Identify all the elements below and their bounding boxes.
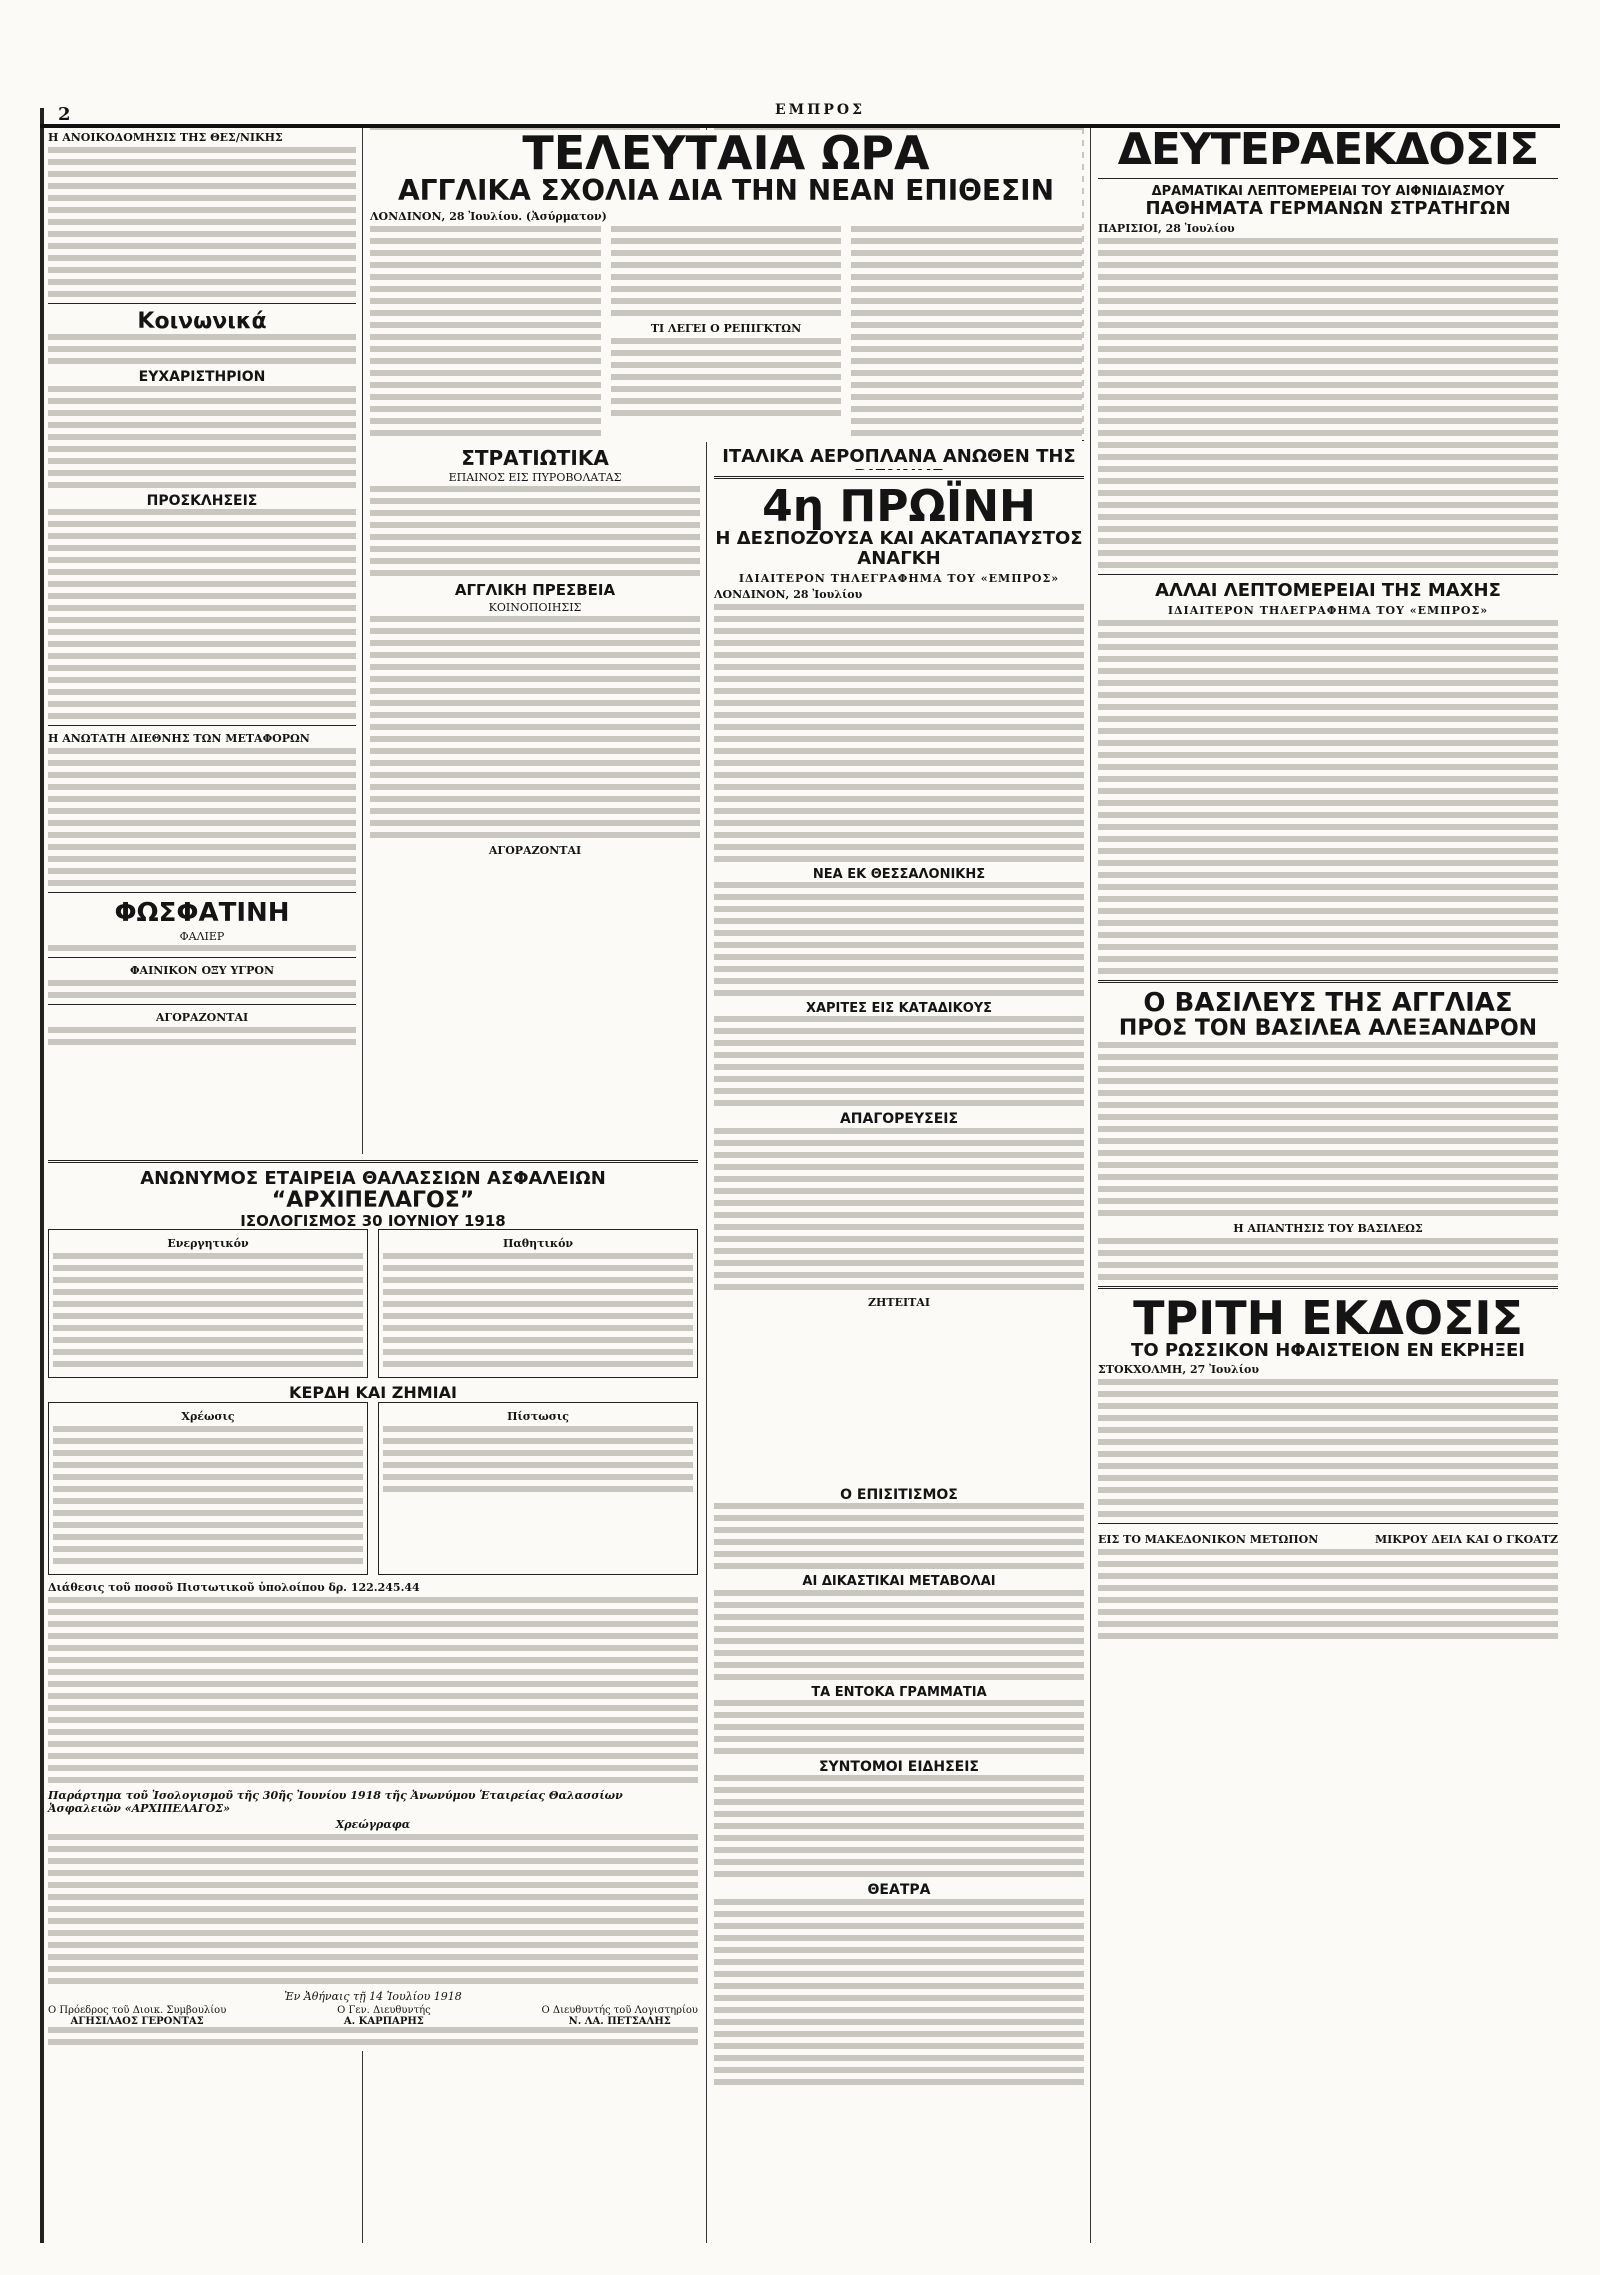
heading-vasilefs: Ο ΒΑΣΙΛΕΥΣ ΤΗΣ ΑΓΓΛΙΑΣ: [1143, 987, 1513, 1018]
headline-proini: 4η ΠΡΩΪΝΗ: [762, 481, 1036, 532]
label-xreosis: Χρέωσις: [181, 1410, 235, 1424]
label-pathitikon: Παθητικόν: [502, 1237, 574, 1251]
ultima-hora-block: [370, 126, 1082, 442]
paris-dateline: ΠΑΡΙΣΙΟΙ, 28 Ἰουλίου: [1098, 222, 1235, 236]
masthead-title: ΕΜΠΡΟΣ: [775, 102, 866, 118]
sig2-name: Α. ΚΑΡΠΑΡΗΣ: [343, 2016, 424, 2028]
heading-kerdi: ΚΕΡΔΗ ΚΑΙ ΖΗΜΙΑΙ: [289, 1383, 457, 1403]
heading-apagoreyseis: ΑΠΑΓΟΡΕΥΣΕΙΣ: [839, 1111, 959, 1128]
headline-agglika-sxolia: ΑΓΓΛΙΚΑ ΣΧΟΛΙΑ ΔΙΑ ΤΗΝ ΝΕΑΝ ΕΠΙΘΕΣΙΝ: [397, 174, 1055, 207]
heading-fosfatini: ΦΩΣΦΑΤΙΝΗ: [114, 897, 290, 928]
heading-paradosis: Παράρτημα τοῦ Ἰσολογισμοῦ τῆς 30ῆς Ἰουνίου 1918 τῆς Ἀνωνύμου Ἑταιρείας Θαλασσίων Ἀσφαλειῶν «ΑΡΧΙΠΕΛΑΓΟΣ»: [48, 1789, 623, 1816]
heading-vasilefs-sub: ΠΡΟΣ ΤΟΝ ΒΑΣΙΛΕΑ ΑΛΕΞΑΝΔΡΟΝ: [1118, 1016, 1538, 1042]
headline-proini-sub: Η ΔΕΣΠΟΖΟΥΣΑ ΚΑΙ ΑΚΑΤΑΠΑΥΣΤΟΣ ΑΝΑΓΚΗ: [715, 528, 1083, 569]
sig1-role: Ο Πρόεδρος τοῦ Διοικ. Συμβουλίου: [48, 2005, 227, 2017]
col3-lower: [714, 1488, 1084, 2091]
page-number: 2: [58, 104, 71, 125]
heading-xreografa: Χρεώγραφα: [335, 1818, 411, 1832]
insurance-block: [48, 1154, 698, 2051]
heading-agorazontai-biblia: ΑΓΟΡΑΖΟΝΤΑΙ: [488, 843, 582, 857]
heading-theatra: ΘΕΑΤΡΑ: [867, 1882, 931, 1899]
heading-episitismos: Ο ΕΠΙΣΙΤΙΣΜΟΣ: [840, 1487, 958, 1503]
heading-koinonika: Κοινωνικά: [137, 309, 267, 334]
heading-proskliseis: ΠΡΟΣΚΛΗΣΕΙΣ: [146, 492, 258, 509]
london-dateline: ΛΟΝΔΙΝΟΝ, 28 Ἰουλίου. (Ἀσύρματον): [370, 209, 607, 223]
heading-pathimata: ΠΑΘΗΜΑΤΑ ΓΕΡΜΑΝΩΝ ΣΤΡΑΤΗΓΩΝ: [1145, 198, 1511, 220]
label-energitikon: Ενεργητικόν: [167, 1237, 249, 1251]
top-bar: [40, 102, 1560, 128]
heading-eucharistirion: ΕΥΧΑΡΙΣΤΗΡΙΟΝ: [138, 369, 266, 386]
fosfatini-brand: ΦΑΛΙΕΡ: [179, 929, 225, 943]
heading-stratiotika: ΣΤΡΑΤΙΩΤΙΚΑ: [461, 446, 609, 470]
heading-repington: ΤΙ ΛΕΓΕΙ Ο ΡΕΠΙΓΚΤΩΝ: [650, 321, 802, 335]
heading-allai: ΑΛΛΑΙ ΛΕΠΤΟΜΕΡΕΙΑΙ ΤΗΣ ΜΑΧΗΣ: [1155, 580, 1501, 602]
insurance-title: ΑΝΩΝΥΜΟΣ ΕΤΑΙΡΕΙΑ ΘΑΛΑΣΣΙΩΝ ΑΣΦΑΛΕΙΩΝ: [140, 1168, 606, 1189]
heading-agorazontai: ΑΓΟΡΑΖΟΝΤΑΙ: [155, 1010, 249, 1024]
heading-makedoniko: ΕΙΣ ΤΟ ΜΑΚΕΔΟΝΙΚΟΝ ΜΕΤΩΠΟΝ: [1098, 1533, 1319, 1547]
sig3-role: Ο Διευθυντής τοῦ Λογιστηρίου: [541, 2005, 698, 2017]
athens-date: Ἐν Ἀθήναις τῇ 14 Ἰουλίου 1918: [284, 1990, 462, 2004]
insurance-name: “ΑΡΧΙΠΕΛΑΓΟΣ”: [271, 1187, 475, 1213]
heading-fainikon: ΦΑΙΝΙΚΟΝ ΟΞΥ ΥΓΡΟΝ: [129, 963, 275, 977]
proini-dateline: ΛΟΝΔΙΝΟΝ, 28 Ἰουλίου: [714, 587, 863, 601]
heading-metafora: Η ΑΝΩΤΑΤΗ ΔΙΕΘΝΗΣ ΤΩΝ ΜΕΤΑΦΟΡΩΝ: [48, 731, 310, 745]
column-4: [1098, 128, 1558, 2243]
heading-syntomoi: ΣΥΝΤΟΜΟΙ ΕΙΔΗΣΕΙΣ: [818, 1758, 979, 1775]
proini-block: [714, 470, 1084, 748]
newspaper-page: [40, 102, 1560, 2243]
column-rule-3: [1090, 128, 1091, 2243]
sig2-role: Ο Γεν. Διευθυντής: [337, 2005, 431, 2017]
heading-thessaloniki: ΝΕΑ ΕΚ ΘΕΣΣΑΛΟΝΙΚΗΣ: [812, 866, 986, 882]
sig1-name: ΑΓΗΣΙΛΑΟΣ ΓΕΡΟΝΤΑΣ: [70, 2016, 204, 2028]
heading-xarites: ΧΑΡΙΤΕΣ ΕΙΣ ΚΑΤΑΔΙΚΟΥΣ: [805, 1001, 993, 1017]
allai-kicker: ΙΔΙΑΙΤΕΡΟΝ ΤΗΛΕΓΡΑΦΗΜΑ ΤΟΥ «ΕΜΠΡΟΣ»: [1167, 603, 1489, 617]
stokholmi-dateline: ΣΤΟΚΧΟΛΜΗ, 27 Ἰουλίου: [1098, 1363, 1260, 1377]
headline-triti: ΤΡΙΤΗ ΕΚΔΟΣΙΣ: [1133, 1290, 1523, 1345]
label-pistosis: Πίστωσις: [507, 1410, 569, 1424]
heading-entoka: ΤΑ ΕΝΤΟΚΑ ΓΡΑΜΜΑΤΙΑ: [811, 1684, 987, 1700]
heading-dikastikai: ΑΙ ΔΙΚΑΣΤΙΚΑΙ ΜΕΤΑΒΟΛΑΙ: [802, 1574, 996, 1590]
headline-deuteraekdosis: ΔΕΥΤΕΡΑΕΚΔΟΣΙΣ: [1117, 128, 1539, 175]
heading-presveia: ΑΓΓΛΙΚΗ ΠΡΕΣΒΕΙΑ: [454, 581, 616, 599]
column-rule-2: [706, 128, 707, 2243]
sig3-name: Ν. ΛΑ. ΠΕΤΣΑΛΗΣ: [568, 2016, 671, 2028]
stratiotika-sub: ΕΠΑΙΝΟΣ ΕΙΣ ΠΥΡΟΒΟΛΑΤΑΣ: [448, 471, 622, 484]
heading-dramatikai: ΔΡΑΜΑΤΙΚΑΙ ΛΕΠΤΟΜΕΡΕΙΑΙ ΤΟΥ ΑΙΦΝΙΔΙΑΣΜΟΥ: [1151, 184, 1505, 199]
heading-mikrou: ΜΙΚΡΟΥ ΔΕΙΛ ΚΑΙ Ο ΓΚΟΑΤΖ: [1374, 1533, 1558, 1547]
heading-aeroplana: ΙΤΑΛΙΚΑ ΑΕΡΟΠΛΑΝΑ ΑΝΩΘΕΝ ΤΗΣ: [722, 446, 1076, 467]
headline-teleutaia: ΤΕΛΕΥΤΑΙΑ ΩΡΑ: [522, 126, 930, 180]
spacer: [1090, 1388, 1460, 1389]
heading-diathesis: Διάθεσις τοῦ ποσοῦ Πιστωτικοῦ ὑπολοίπου δρ. 122.245.44: [48, 1581, 420, 1595]
heading-apantisis: Η ΑΠΑΝΤΗΣΙΣ ΤΟΥ ΒΑΣΙΛΕΩΣ: [1233, 1221, 1423, 1235]
heading-rosikon: ΤΟ ΡΩΣΣΙΚΟΝ ΗΦΑΙΣΤΕΙΟΝ ΕΝ ΕΚΡΗΞΕΙ: [1131, 1339, 1525, 1361]
balance-title: ΙΣΟΛΟΓΙΣΜΟΣ 30 ΙΟΥΝΙΟΥ 1918: [240, 1211, 506, 1230]
headline-anoikodomisis: Η ΑΝΟΙΚΟΔΟΜΗΣΙΣ ΤΗΣ ΘΕΣ/ΝΙΚΗΣ: [48, 131, 283, 144]
proini-kicker: ΙΔΙΑΙΤΕΡΟΝ ΤΗΛΕΓΡΑΦΗΜΑ ΤΟΥ «ΕΜΠΡΟΣ»: [738, 571, 1060, 585]
left-border: [40, 108, 44, 2243]
presveia-sub: ΚΟΙΝΟΠΟΙΗΣΙΣ: [488, 600, 582, 614]
heading-zitite: ΖΗΤΕΙΤΑΙ: [867, 1295, 930, 1309]
